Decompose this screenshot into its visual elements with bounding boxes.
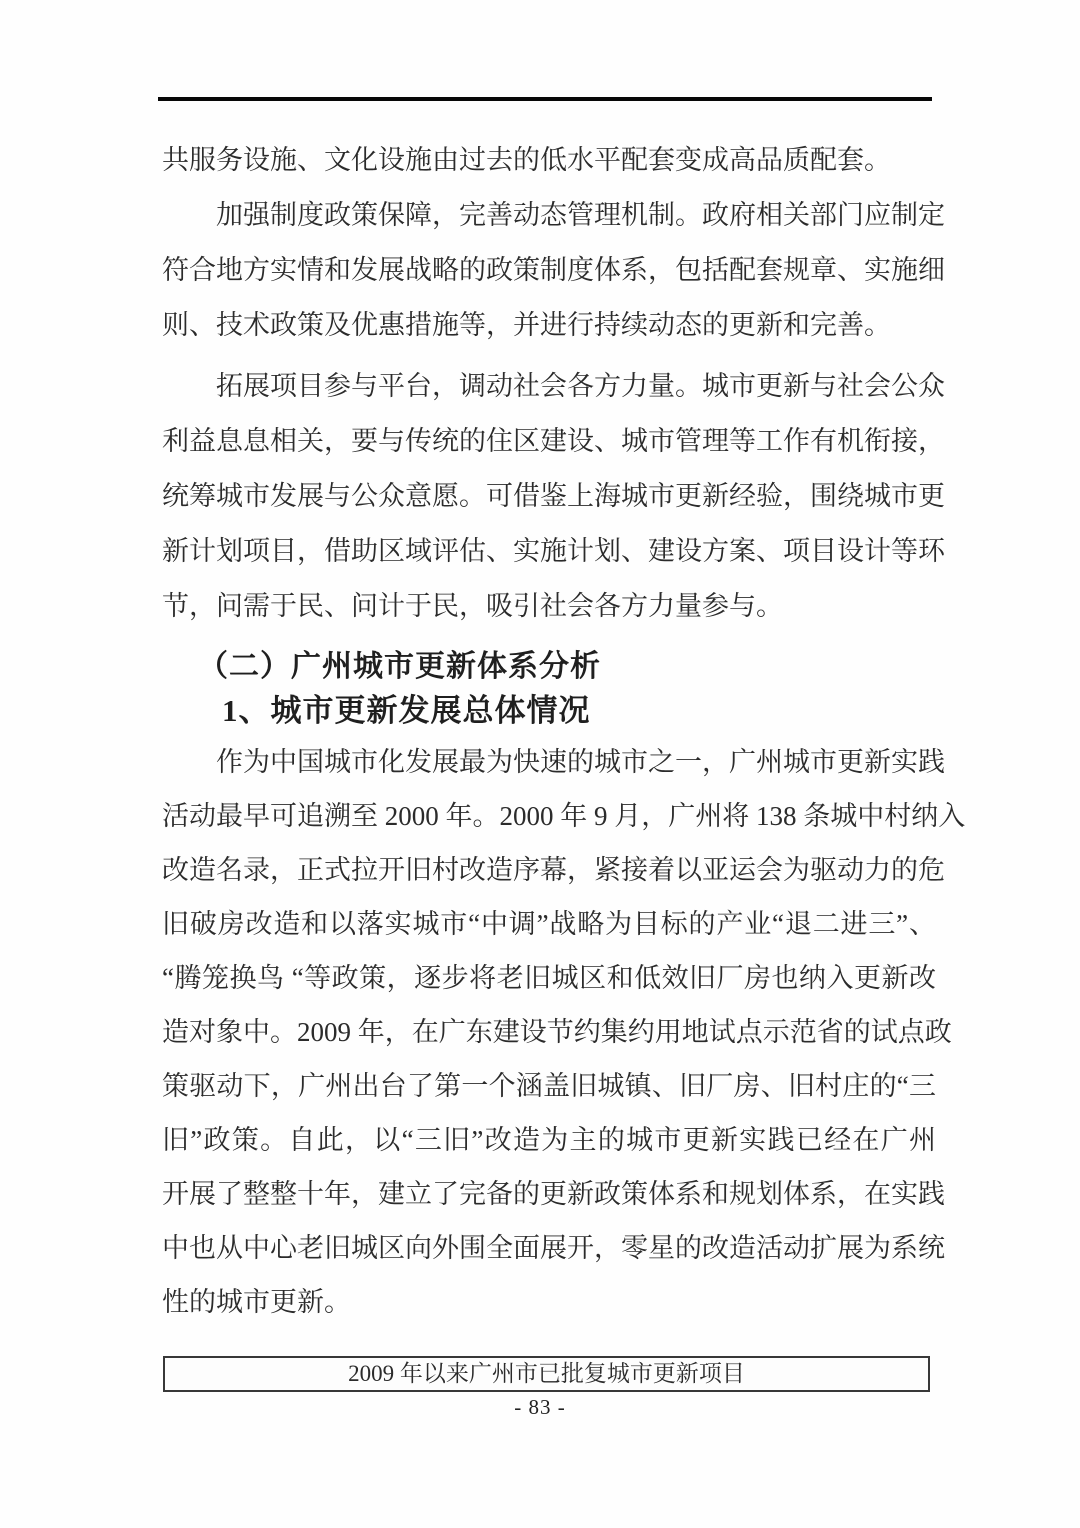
text-line: 利益息息相关，要与传统的住区建设、城市管理等工作有机衔接， [162, 426, 945, 456]
text-line: 新计划项目，借助区域评估、实施计划、建设方案、项目设计等环 [162, 536, 945, 566]
text-line: 性的城市更新。 [162, 1287, 351, 1317]
page-number: - 83 - [514, 1395, 566, 1419]
text-line: 造对象中。2009 年，在广东建设节约集约用地试点示范省的试点政 [162, 1017, 952, 1047]
text-line: 作为中国城市化发展最为快速的城市之一，广州城市更新实践 [162, 747, 945, 777]
text-line: 拓展项目参与平台，调动社会各方力量。城市更新与社会公众 [162, 371, 945, 401]
text-line: 加强制度政策保障，完善动态管理机制。政府相关部门应制定 [162, 200, 945, 230]
table-caption-box [163, 1356, 930, 1392]
text-line: 中也从中心老旧城区向外围全面展开，零星的改造活动扩展为系统 [162, 1233, 945, 1263]
text-line: 节，问需于民、问计于民，吸引社会各方力量参与。 [162, 591, 783, 621]
paragraph-public-services [162, 133, 936, 188]
text-line: 活动最早可追溯至 2000 年。2000 年 9 月，广州将 138 条城中村纳入 [162, 801, 966, 831]
paragraph-guangzhou-renewal-history [162, 735, 966, 1329]
paragraph-participation-platform [162, 359, 945, 634]
subsection-heading: 1、城市更新发展总体情况 [222, 693, 591, 728]
text-line: 改造名录，正式拉开旧村改造序幕，紧接着以亚运会为驱动力的危 [162, 855, 945, 885]
text-line: 统筹城市发展与公众意愿。可借鉴上海城市更新经验，围绕城市更 [162, 481, 945, 511]
header-rule [158, 97, 932, 101]
text-line: 旧破房改造和以落实城市“中调”战略为目标的产业“退二进三”、 [162, 909, 936, 939]
text-line: 策驱动下，广州出台了第一个涵盖旧城镇、旧厂房、旧村庄的“三 [162, 1071, 936, 1101]
paragraph-policy-guarantee [162, 188, 945, 353]
text-line: 符合地方实情和发展战略的政策制度体系，包括配套规章、实施细 [162, 255, 945, 285]
section-heading: （二）广州城市更新体系分析 [198, 650, 601, 683]
table-caption: 2009 年以来广州市已批复城市更新项目 [348, 1361, 745, 1386]
text-line: 则、技术政策及优惠措施等，并进行持续动态的更新和完善。 [162, 310, 891, 340]
text-line: “腾笼换鸟 “等政策，逐步将老旧城区和低效旧厂房也纳入更新改 [162, 963, 936, 993]
text-line: 共服务设施、文化设施由过去的低水平配套变成高品质配套。 [162, 145, 891, 175]
text-line: 开展了整整十年，建立了完备的更新政策体系和规划体系，在实践 [162, 1179, 945, 1209]
text-line: 旧”政策。自此，以“三旧”改造为主的城市更新实践已经在广州 [162, 1125, 936, 1155]
